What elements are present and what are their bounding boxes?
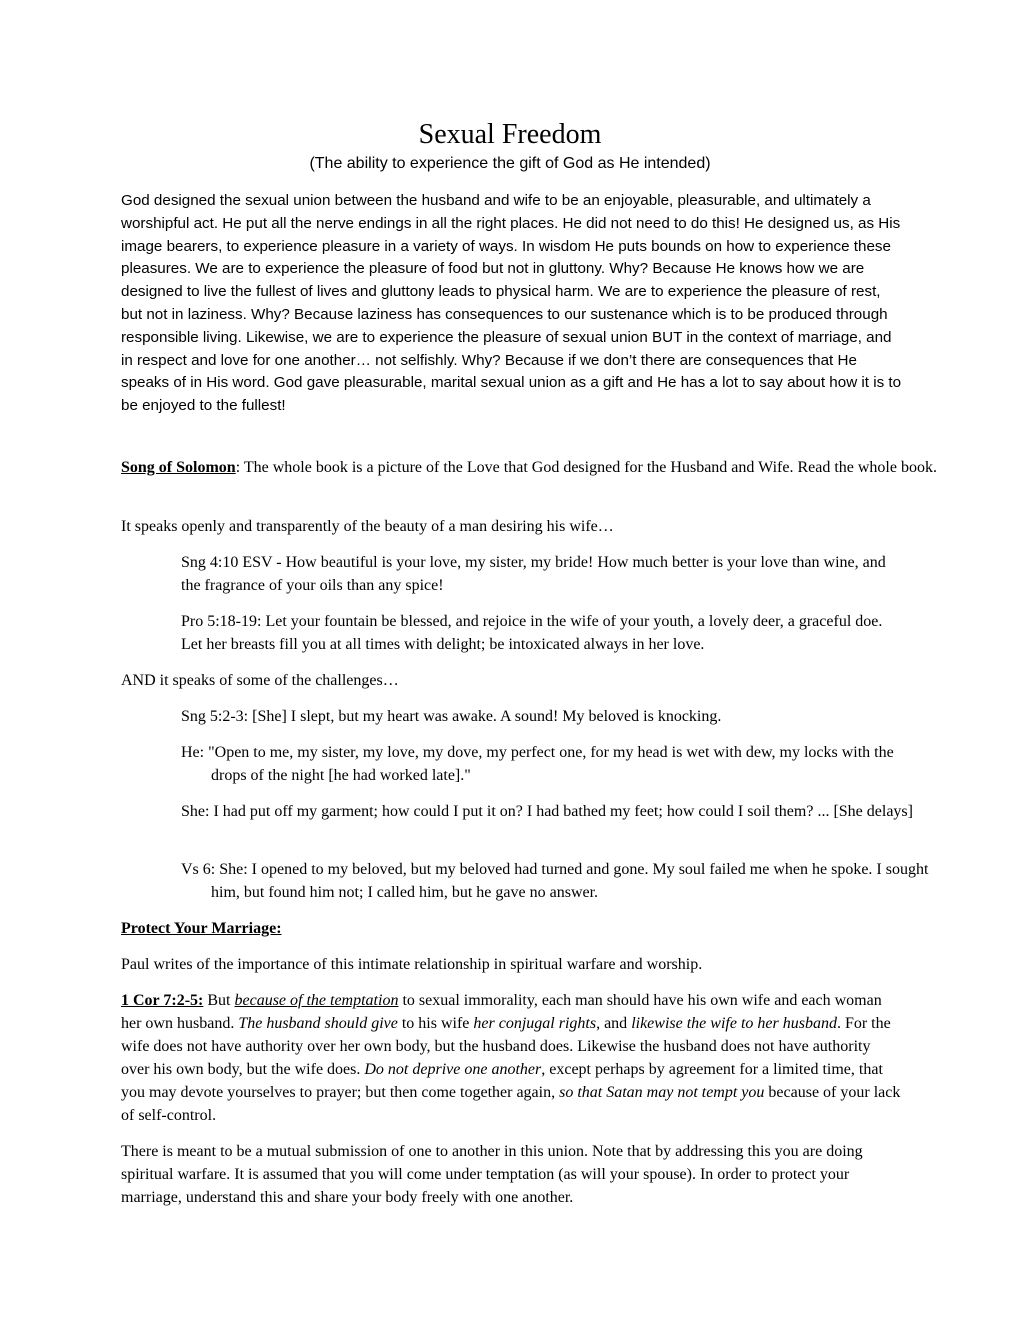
cor-7-paragraph — [121, 989, 901, 1127]
cor-text-2: to sexual immorality, each man should have his own wife and each woman her own husband. — [121, 992, 882, 1032]
cor-emphasis-4: likewise the wife to her husband — [631, 1015, 837, 1032]
cor-text-1: But — [203, 992, 235, 1009]
cor-emphasis-3: her conjugal rights — [473, 1015, 597, 1032]
cor-text-4: , and — [596, 1015, 632, 1032]
intro-paragraph: God designed the sexual union between the husband and wife to be an enjoyable, pleasurable, and ultimately a worshipful act. He put all the nerve endings in all the right places. He did not need to do this! He designed us, as His image bearers, to experience pleasure in a variety of ways. In wisdom He puts bounds on how to experience these pleasures. We are to experience the pleasure of food but not in gluttony. Why? Because He knows how we are designed to live the fullest of lives and gluttony leads to physical harm. We are to experience the pleasure of rest, but not in laziness. Why? Because laziness has consequences to our sustenance which is to be produced through responsible living. Likewise, we are to experience the pleasure of sexual union BUT in the context of marriage, and in respect and love for one another… not selfishly. Why? Because if we don’t there are consequences that He speaks of in His word. God gave pleasurable, marital sexual union as a gift and He has a lot to say about how it is to be enjoyed to the fullest! — [121, 192, 902, 415]
cor-7-reference: 1 Cor 7:2-5: — [121, 992, 204, 1009]
cor-text-3: to his wife — [397, 1015, 474, 1032]
pro-5-18-quote: Pro 5:18-19: Let your fountain be blessed, and rejoice in the wife of your youth, a lovely deer, a graceful doe. Let her breasts fill you at all times with delight; be intoxicated always in her love. — [181, 613, 883, 653]
protect-marriage-heading: Protect Your Marriage: — [121, 920, 282, 937]
cor-text-7: because of your lack of self-control. — [121, 1084, 901, 1124]
song-of-solomon-text: : The whole book is a picture of the Love that God designed for the Husband and Wife. Read the whole book. — [235, 459, 937, 476]
speaks-openly-paragraph: It speaks openly and transparently of the beauty of a man desiring his wife… — [121, 518, 614, 535]
song-of-solomon-heading: Song of Solomon — [121, 459, 236, 476]
cor-emphasis-5: Do not deprive one another — [364, 1061, 542, 1078]
sng-5-2-quote: Sng 5:2-3: [She] I slept, but my heart was awake. A sound! My beloved is knocking. — [181, 708, 722, 725]
she-quote: She: I had put off my garment; how could I put it on? I had bathed my feet; how could I soil them? ... [She delays] — [181, 803, 913, 820]
challenges-paragraph: AND it speaks of some of the challenges… — [121, 672, 399, 689]
page-subtitle: (The ability to experience the gift of God as He intended) — [309, 155, 711, 172]
paul-writes-paragraph: Paul writes of the importance of this intimate relationship in spiritual warfare and worship. — [121, 956, 703, 973]
cor-text-6: , except perhaps by agreement for a limited time, that you may devote yourselves to prayer; but then come together again, — [121, 1061, 883, 1101]
cor-emphasis-1: because of the temptation — [234, 992, 399, 1009]
cor-text-5: . For the wife does not have authority over her own body, but the husband does. Likewise the husband does not have authority over his own body, but the wife does. — [121, 1015, 891, 1078]
cor-emphasis-2: The husband should give — [238, 1015, 398, 1032]
sng-4-10-quote: Sng 4:10 ESV - How beautiful is your love, my sister, my bride! How much better is your love than wine, and the fragrance of your oils than any spice! — [181, 554, 886, 594]
song-of-solomon-paragraph — [121, 456, 961, 479]
cor-emphasis-6: so that Satan may not tempt you — [559, 1084, 765, 1101]
vs6-quote: Vs 6: She: I opened to my beloved, but my beloved had turned and gone. My soul failed me when he spoke. I sought him, but found him not; I called him, but he gave no answer. — [181, 861, 929, 901]
page-title: Sexual Freedom — [418, 119, 602, 150]
he-quote: He: "Open to me, my sister, my love, my dove, my perfect one, for my head is wet with dew, my locks with the drops of the night [he had worked late]." — [181, 744, 894, 784]
mutual-submission-paragraph: There is meant to be a mutual submission of one to another in this union. Note that by addressing this you are doing spiritual warfare. It is assumed that you will come under temptation (as will your spouse). In order to protect your marriage, understand this and share your body freely with one another. — [121, 1143, 863, 1206]
